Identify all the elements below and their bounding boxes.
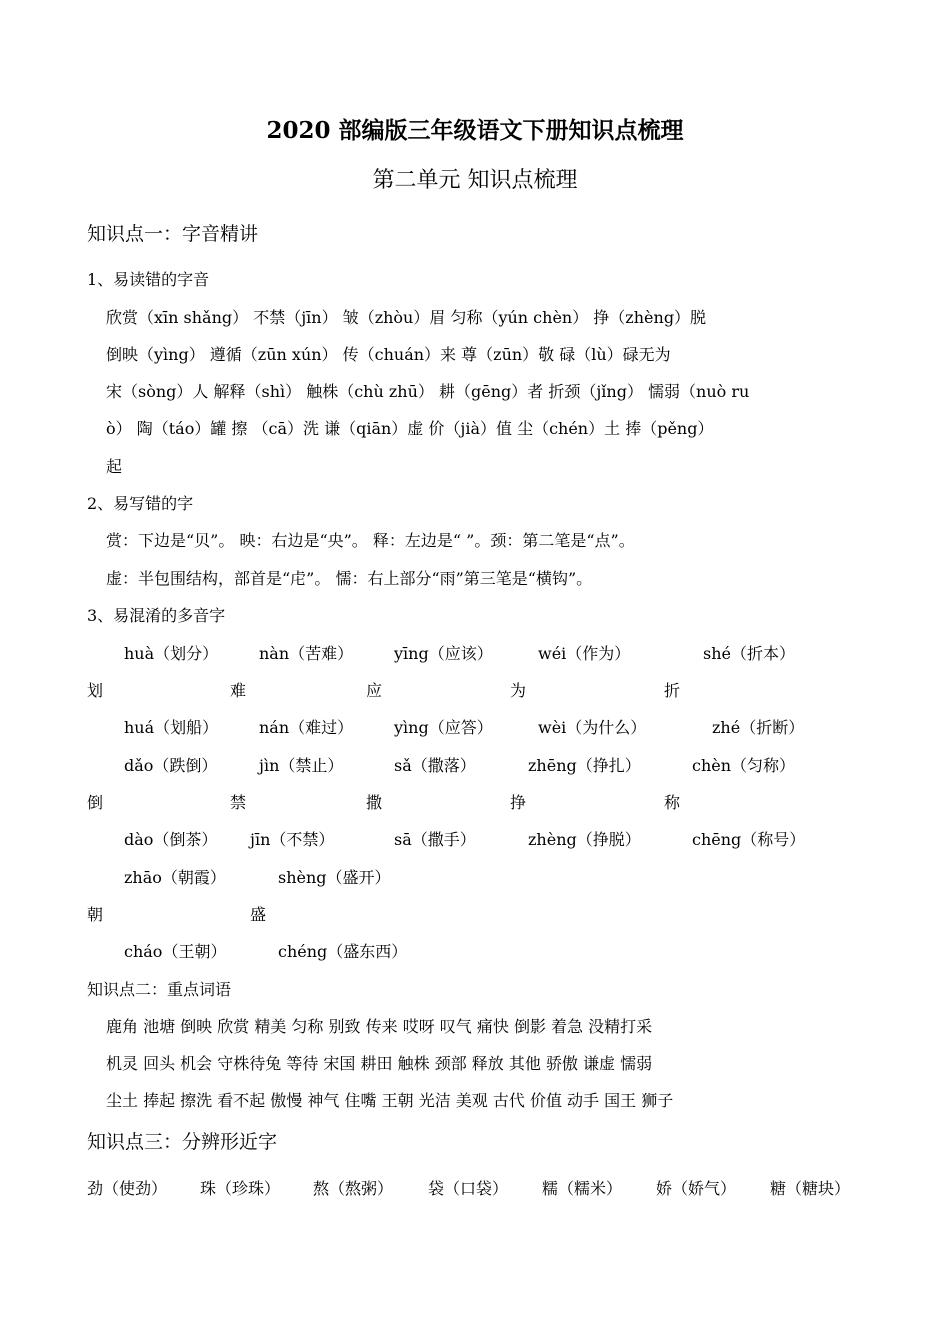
pronunciation-line: ò） 陶（táo）罐 擦 （cā）洗 谦（qiān）虚 价（jià）值 尘（chén）土 捧（pěng） xyxy=(106,419,714,438)
vocabulary-line: 尘土 捧起 擦洗 看不起 傲慢 神气 住嘴 王朝 光洁 美观 古代 价值 动手 国王 狮子 xyxy=(106,1091,674,1110)
polyphone-reading: cháo（王朝） xyxy=(124,942,227,961)
polyphone-char: 挣 xyxy=(510,793,527,812)
polyphone-reading: sā（撒手） xyxy=(394,830,476,849)
unit-subtitle: 第二单元 知识点梳理 xyxy=(372,168,578,193)
polyphone-reading: dǎo（跌倒） xyxy=(124,756,218,775)
polyphone-char: 应 xyxy=(366,681,383,700)
kp1-s2-heading: 2、易写错的字 xyxy=(87,494,194,513)
polyphone-char: 为 xyxy=(510,681,527,700)
similar-char-item: 糖（糖块） xyxy=(770,1179,851,1198)
polyphone-char: 撒 xyxy=(366,793,383,812)
polyphone-reading: zhēng（挣扎） xyxy=(528,756,641,775)
polyphone-reading: yìng（应答） xyxy=(394,718,493,737)
kp1-s1-heading: 1、易读错的字音 xyxy=(87,270,210,289)
similar-char-item: 劲（使劲） xyxy=(87,1179,168,1198)
kp2-heading: 知识点二：重点词语 xyxy=(87,980,232,999)
kp1-heading: 知识点一：字音精讲 xyxy=(87,223,259,245)
pronunciation-line: 倒映（yìng） 遵循（zūn xún） 传（chuán）来 尊（zūn）敬 碌（lù）碌无为 xyxy=(106,345,671,364)
polyphone-reading: zhé（折断） xyxy=(712,718,805,737)
polyphone-char: 倒 xyxy=(87,793,104,812)
polyphone-reading: chèn（匀称） xyxy=(692,756,796,775)
polyphone-reading: shèng（盛开） xyxy=(278,868,391,887)
writing-note-line: 虚：半包围结构，部首是“虍”。 懦：右上部分“雨”第三笔是“横钩”。 xyxy=(106,569,593,588)
document-title: 2020 部编版三年级语文下册知识点梳理 xyxy=(266,117,684,144)
vocabulary-line: 机灵 回头 机会 守株待兔 等待 宋国 耕田 触株 颈部 释放 其他 骄傲 谦虚 懦弱 xyxy=(106,1054,653,1073)
similar-char-item: 袋（口袋） xyxy=(428,1179,509,1198)
polyphone-reading: chéng（盛东西） xyxy=(278,942,408,961)
kp1-s3-heading: 3、易混淆的多音字 xyxy=(87,606,226,625)
polyphone-reading: jīn（不禁） xyxy=(250,830,335,849)
polyphone-char: 难 xyxy=(230,681,247,700)
polyphone-char: 划 xyxy=(87,681,104,700)
polyphone-reading: zhèng（挣脱） xyxy=(528,830,641,849)
polyphone-char: 盛 xyxy=(250,905,267,924)
kp3-heading: 知识点三：分辨形近字 xyxy=(87,1131,278,1153)
polyphone-reading: yīng（应该） xyxy=(394,644,493,663)
polyphone-reading: nán（难过） xyxy=(259,718,354,737)
pronunciation-line: 起 xyxy=(106,457,123,476)
similar-char-item: 糯（糯米） xyxy=(542,1179,623,1198)
polyphone-char: 折 xyxy=(664,681,681,700)
vocabulary-line: 鹿角 池塘 倒映 欣赏 精美 匀称 别致 传来 哎呀 叹气 痛快 倒影 着急 没精打采 xyxy=(106,1017,653,1036)
polyphone-reading: sǎ（撒落） xyxy=(394,756,476,775)
polyphone-reading: nàn（苦难） xyxy=(259,644,354,663)
polyphone-reading: huá（划船） xyxy=(124,718,219,737)
polyphone-reading: chēng（称号） xyxy=(692,830,806,849)
similar-char-item: 娇（娇气） xyxy=(656,1179,737,1198)
polyphone-reading: wéi（作为） xyxy=(538,644,631,663)
polyphone-reading: huà（划分） xyxy=(124,644,219,663)
polyphone-reading: wèi（为什么） xyxy=(538,718,647,737)
polyphone-reading: zhāo（朝霞） xyxy=(124,868,226,887)
polyphone-reading: jìn（禁止） xyxy=(259,756,344,775)
polyphone-reading: dào（倒茶） xyxy=(124,830,218,849)
similar-char-item: 珠（珍珠） xyxy=(200,1179,281,1198)
similar-char-item: 熬（熬粥） xyxy=(313,1179,394,1198)
polyphone-reading: shé（折本） xyxy=(703,644,795,663)
pronunciation-line: 宋（sòng）人 解释（shì） 触株（chù zhū） 耕（gēng）者 折颈（jǐng） 懦弱（nuò ru xyxy=(106,382,750,401)
polyphone-char: 称 xyxy=(664,793,681,812)
pronunciation-line: 欣赏（xīn shǎng） 不禁（jīn） 皱（zhòu）眉 匀称（yún chèn） 挣（zhèng）脱 xyxy=(106,308,707,327)
polyphone-char: 朝 xyxy=(87,905,104,924)
polyphone-char: 禁 xyxy=(230,793,247,812)
writing-note-line: 赏：下边是“贝”。 映：右边是“央”。 释：左边是“ ”。颈：第二笔是“点”。 xyxy=(106,531,635,550)
